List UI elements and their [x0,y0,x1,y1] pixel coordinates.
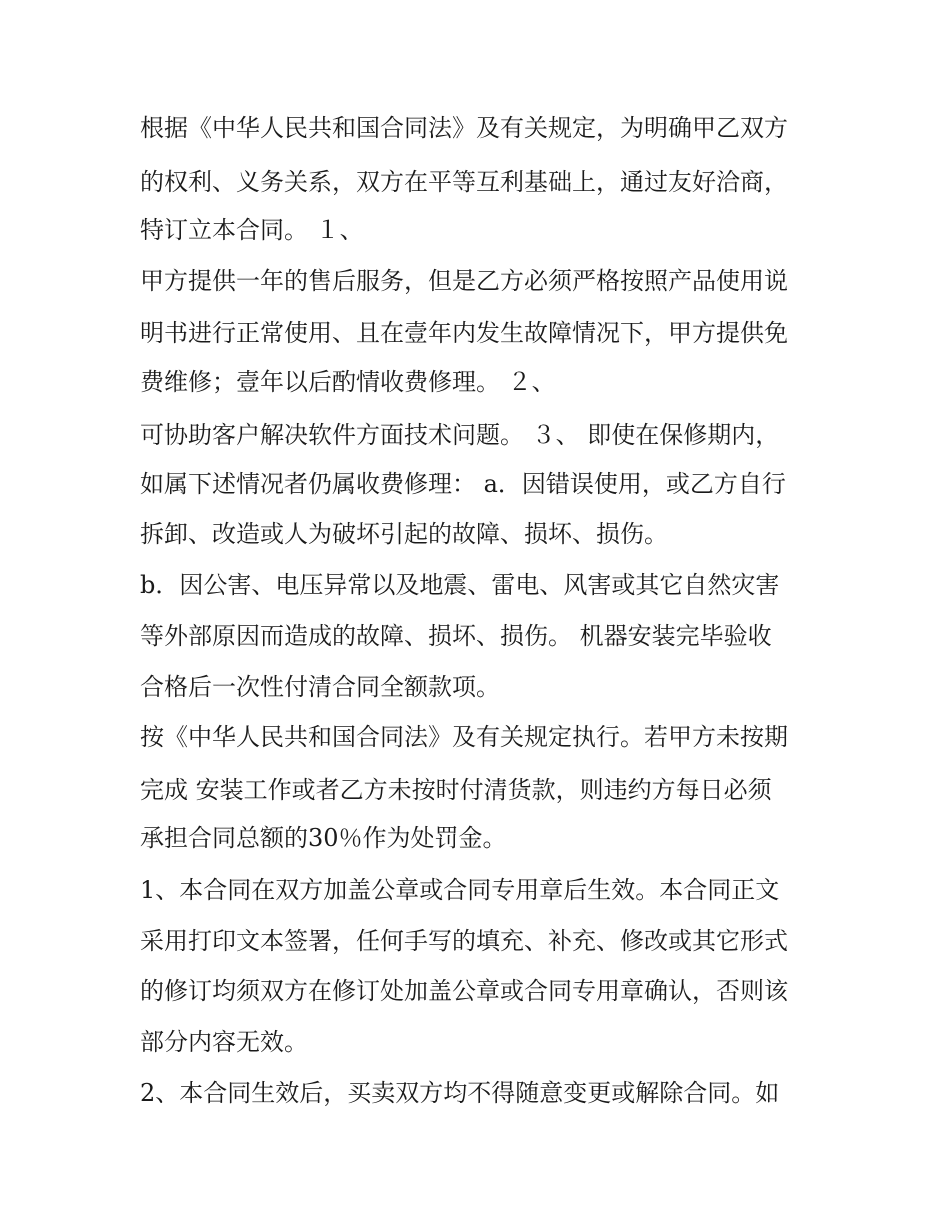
text-line: 完成 安装工作或者乙方未按时付清货款，则违约方每日必须 [140,776,772,804]
text-line: 的权利、义务关系，双方在平等互利基础上，通过友好洽商， [140,168,788,196]
text-line: 根据《中华人民共和国合同法》及有关规定，为明确甲乙双方 [140,114,788,142]
text-line: 拆卸、改造或人为破坏引起的故障、损坏、损伤。 [140,520,668,548]
text-line: 合格后一次性付清合同全额款项。 [140,673,500,701]
text-line: 的修订均须双方在修订处加盖公章或合同专用章确认，否则该 [140,977,788,1005]
text-line: 等外部原因而造成的故障、损坏、损伤。 机器安装完毕验收 [140,622,772,650]
text-line: 可协助客户解决软件方面技术问题。 ３、 即使在保修期内， [140,421,780,449]
text-line: 甲方提供一年的售后服务，但是乙方必须严格按照产品使用说 [140,267,788,295]
text-line: 2、本合同生效后，买卖双方均不得随意变更或解除合同。如 [140,1079,780,1107]
text-line: 费维修；壹年以后酌情收费修理。 ２、 [140,368,556,396]
text-line: 特订立本合同。 １、 [140,216,364,244]
text-line: 如属下述情况者仍属收费修理： a．因错误使用，或乙方自行 [140,470,786,498]
text-line: b．因公害、电压异常以及地震、雷电、风害或其它自然灾害 [140,571,780,599]
text-line: 部分内容无效。 [140,1028,308,1056]
text-line: 1、本合同在双方加盖公章或合同专用章后生效。本合同正文 [140,876,780,904]
text-line: 承担合同总额的30％作为处罚金。 [140,824,507,852]
text-line: 按《中华人民共和国合同法》及有关规定执行。若甲方未按期 [140,723,788,751]
text-line: 采用打印文本签署，任何手写的填充、补充、修改或其它形式 [140,927,788,955]
text-line: 明书进行正常使用、且在壹年内发生故障情况下，甲方提供免 [140,319,788,347]
